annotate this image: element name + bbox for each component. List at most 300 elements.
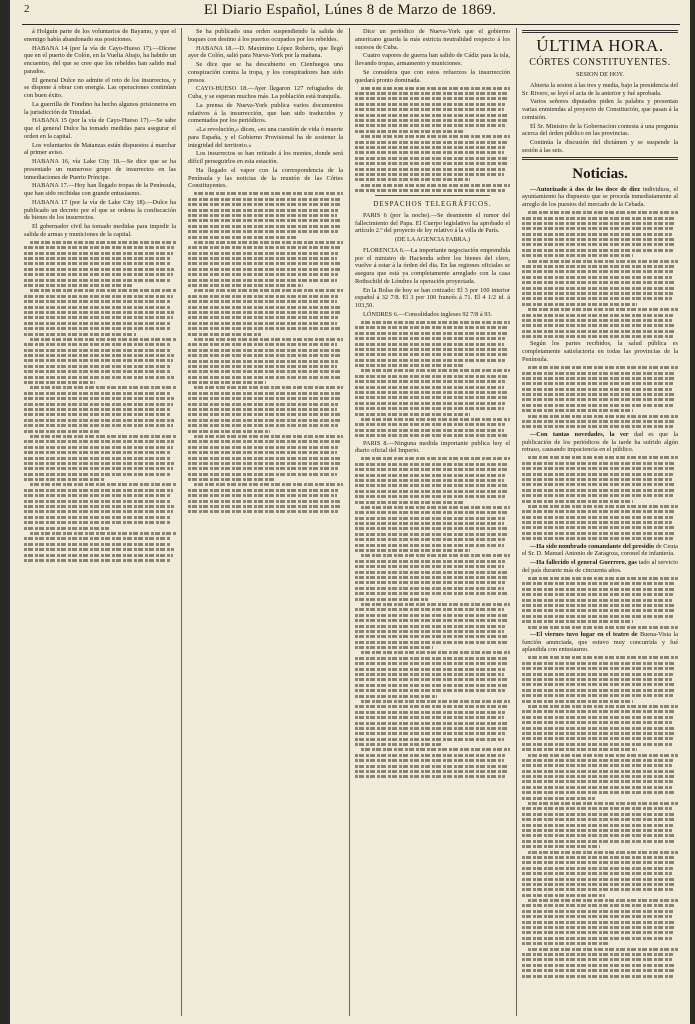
text-line-texture xyxy=(528,260,678,263)
text-line-texture xyxy=(355,625,505,628)
text-line-texture xyxy=(355,343,504,346)
text-line-texture xyxy=(24,521,170,524)
text-line-texture xyxy=(522,222,675,225)
news-item: Según los partes recibidos, la salud pública es completamente satisfactoria en todas las provincias de la Península. xyxy=(522,340,678,363)
masthead-rule xyxy=(22,24,680,25)
text-line-texture xyxy=(528,802,678,805)
text-line-texture xyxy=(522,904,675,907)
text-line-texture xyxy=(522,382,673,385)
text-line-texture xyxy=(188,333,261,336)
text-line-texture xyxy=(24,322,171,325)
text-line-texture xyxy=(522,716,673,719)
text-line-texture xyxy=(188,273,338,276)
text-line-texture xyxy=(522,818,675,821)
text-line-texture xyxy=(522,500,633,503)
text-line-texture xyxy=(522,775,675,778)
text-line-texture xyxy=(188,424,338,427)
article-paragraph: Varios señores diputados piden la palabra y presentan varias enmiendas al proyecto de Constitución, que pasan á la comisión. xyxy=(522,98,678,121)
article-paragraph: PARIS 6 (por la noche).—Se desmiente el rumor del fallecimiento del Papa. El Cuerpo legislativo ha aprobado el artículo 2.º del proyecto de ley relativo á la villa de París. xyxy=(355,211,510,235)
text-line-texture xyxy=(355,141,507,144)
text-line-texture xyxy=(194,435,343,438)
text-line-texture xyxy=(522,478,672,481)
ultima-hora-heading: ÚLTIMA HORA. xyxy=(536,36,664,55)
masthead-title: El Diario Español, Lúnes 8 de Marzo de 1869. xyxy=(203,2,497,18)
text-line-texture xyxy=(355,119,507,122)
text-line-texture xyxy=(355,151,504,154)
text-line-texture xyxy=(355,413,470,416)
article-paragraph: Se ha publicado una orden suspendiendo la salida de buques con destino á los puertos ocupados por los rebeldes. xyxy=(188,28,343,43)
news-lead: —El viernes tuvo lugar en el teatro de xyxy=(530,630,638,638)
text-line-texture xyxy=(355,657,508,660)
text-line-texture xyxy=(361,135,510,138)
text-line-texture xyxy=(355,375,507,378)
text-line-texture xyxy=(355,759,504,762)
agency-credit: (DE LA AGENCIA FABRA.) xyxy=(394,236,471,244)
text-line-texture xyxy=(188,392,341,395)
text-line-texture xyxy=(355,695,437,698)
text-line-texture xyxy=(24,381,95,384)
text-line-texture xyxy=(24,527,109,530)
article-paragraph: HABANA 17 (por la vía de Lake City 18).—Dulce ha publicado un decreto por el que se ordena la confiscación de bienes de los insurrectos. xyxy=(24,198,176,222)
text-line-texture xyxy=(355,326,508,329)
section-rule xyxy=(522,157,678,160)
text-filler xyxy=(24,241,176,562)
text-line-texture xyxy=(30,338,176,341)
text-line-texture xyxy=(24,349,170,352)
text-line-texture xyxy=(522,462,676,465)
text-line-texture xyxy=(355,157,508,160)
text-line-texture xyxy=(188,419,340,422)
text-line-texture xyxy=(24,273,173,276)
article-paragraph: La guerrilla de Fondino ha hecho algunos prisioneros en la jurisdicción de Trinidad. xyxy=(24,100,176,116)
text-line-texture xyxy=(24,537,171,540)
text-line-texture xyxy=(522,813,676,816)
text-line-texture xyxy=(522,861,675,864)
text-line-texture xyxy=(528,754,678,757)
article-paragraph: FLORENCIA 6.—La importante negociación emprendida por el ministro de Hacienda sobre los bienes del clero, vuelve á estar á la órden del dia. En las regiones oficiales se asegura que está ya completamente arreglado con la casa Rothschild de Lóndres la operación proyectada. xyxy=(355,246,510,285)
text-line-texture xyxy=(188,306,341,309)
text-line-texture xyxy=(522,494,673,497)
text-line-texture xyxy=(355,396,507,399)
text-line-texture xyxy=(24,467,173,470)
text-line-texture xyxy=(522,510,675,513)
noticias-heading: Noticias. xyxy=(572,165,628,182)
text-line-texture xyxy=(522,878,676,881)
text-line-texture xyxy=(355,705,507,708)
text-line-texture xyxy=(522,737,673,740)
text-line-texture xyxy=(522,840,675,843)
text-line-texture xyxy=(30,241,176,244)
text-line-texture xyxy=(355,711,505,714)
text-line-texture xyxy=(24,548,174,551)
text-line-texture xyxy=(355,162,507,165)
text-line-texture xyxy=(522,249,673,252)
text-line-texture xyxy=(24,403,173,406)
text-line-texture xyxy=(24,559,171,562)
section-rule xyxy=(522,30,678,33)
text-filler xyxy=(522,456,678,540)
article-paragraph: Se dice que se ha descubierto en Cienfuegos una conspiración contra la tropa, y los conspiradores han sido presos. xyxy=(188,61,343,84)
text-line-texture xyxy=(522,599,672,602)
text-line-texture xyxy=(188,300,337,303)
article-paragraph: Dice un periódico de Nueva-York que el gobierno americano guarda la más estricta neutralidad respecto á los sucesos de Cuba. xyxy=(355,28,510,51)
text-line-texture xyxy=(188,370,341,373)
text-line-texture xyxy=(522,883,675,886)
text-line-texture xyxy=(522,888,673,891)
newspaper-page xyxy=(10,0,690,1024)
text-line-texture xyxy=(24,440,174,443)
text-line-texture xyxy=(355,754,505,757)
text-line-texture xyxy=(355,614,508,617)
text-line-texture xyxy=(188,219,341,222)
text-line-texture xyxy=(528,626,678,629)
cortes-heading: CÓRTES CONSTITUYENTES. xyxy=(529,57,671,68)
text-line-texture xyxy=(24,327,170,330)
text-line-texture xyxy=(355,587,504,590)
text-line-texture xyxy=(522,582,676,585)
text-line-texture xyxy=(355,124,505,127)
text-line-texture xyxy=(522,372,676,375)
text-line-texture xyxy=(522,780,673,783)
text-line-texture xyxy=(188,500,341,503)
text-line-texture xyxy=(188,440,340,443)
text-line-texture xyxy=(355,635,508,638)
news-text: individuos, el ayuntamiento ha dispuesto que se proceda inmediatamente al arreglo de los puestos del mercado de la Cebada. xyxy=(522,185,678,208)
text-line-texture xyxy=(355,501,465,504)
text-line-texture xyxy=(522,393,676,396)
text-filler xyxy=(522,366,678,428)
text-line-texture xyxy=(188,430,270,433)
text-line-texture xyxy=(24,446,173,449)
text-line-texture xyxy=(188,403,338,406)
text-line-texture xyxy=(522,824,673,827)
text-line-texture xyxy=(355,386,504,389)
text-line-texture xyxy=(522,238,676,241)
article-paragraph: En la Bolsa de hoy se han cotizado: El 3 por 100 interior español á 32 7/8. El 3 por 100 francés á 71. El 4 1/2 id. á 103,50. xyxy=(355,286,510,310)
text-line-texture xyxy=(361,457,510,460)
news-text: dad es que la publicación de los periódicos de la tarde ha sufrido algún retraso, causando impaciencia en el público. xyxy=(522,430,678,454)
text-line-texture xyxy=(24,295,173,298)
text-line-texture xyxy=(24,300,171,303)
text-line-texture xyxy=(522,537,673,540)
text-line-texture xyxy=(355,517,505,520)
text-line-texture xyxy=(522,856,676,859)
text-line-texture xyxy=(188,473,337,476)
text-line-texture xyxy=(355,608,504,611)
text-line-texture xyxy=(355,97,507,100)
text-line-texture xyxy=(522,473,673,476)
text-line-texture xyxy=(522,483,676,486)
text-line-texture xyxy=(194,241,343,244)
text-line-texture xyxy=(522,425,673,428)
article-paragraph: Cuatro vapores de guerra han salido de Cádiz para la isla, llevando tropas, armamento y municiones. xyxy=(355,52,510,67)
text-line-texture xyxy=(24,489,173,492)
text-line-texture xyxy=(522,915,672,918)
text-line-texture xyxy=(188,279,337,282)
text-line-texture xyxy=(355,662,507,665)
text-line-texture xyxy=(522,678,672,681)
text-line-texture xyxy=(528,705,678,708)
text-line-texture xyxy=(24,413,170,416)
text-line-texture xyxy=(188,262,341,265)
text-line-texture xyxy=(355,592,508,595)
text-line-texture xyxy=(24,354,174,357)
text-line-texture xyxy=(355,189,505,192)
text-line-texture xyxy=(188,349,341,352)
text-line-texture xyxy=(188,198,341,201)
news-item xyxy=(522,431,678,454)
text-line-texture xyxy=(188,311,340,314)
text-line-texture xyxy=(522,335,673,338)
news-item xyxy=(522,543,678,559)
text-line-texture xyxy=(522,942,609,945)
text-line-texture xyxy=(522,700,633,703)
text-line-texture xyxy=(355,468,507,471)
text-line-texture xyxy=(355,108,504,111)
text-filler xyxy=(522,211,678,338)
article-paragraph: El gobernador civil ha tomado medidas para impedir la salida de armas y municiones de la capital. xyxy=(24,223,176,238)
article-paragraph: Ha llegado el vapor con la correspondencia de la Península y las noticias de la reunión de las Córtes Constituyentes. xyxy=(188,166,343,190)
text-line-texture xyxy=(522,748,637,751)
text-line-texture xyxy=(355,146,505,149)
text-line-texture xyxy=(522,953,673,956)
text-line-texture xyxy=(24,284,132,287)
column-1 xyxy=(24,28,176,1018)
text-line-texture xyxy=(355,630,504,633)
text-filler xyxy=(355,321,510,437)
section-rule xyxy=(375,195,490,196)
text-line-texture xyxy=(528,505,678,508)
text-line-texture xyxy=(528,308,678,311)
text-line-texture xyxy=(188,457,341,460)
text-line-texture xyxy=(194,386,343,389)
text-line-texture xyxy=(355,770,507,773)
text-line-texture xyxy=(24,316,173,319)
text-line-texture xyxy=(522,281,676,284)
text-line-texture xyxy=(355,673,504,676)
text-line-texture xyxy=(522,388,672,391)
text-line-texture xyxy=(24,543,170,546)
text-line-texture xyxy=(522,764,672,767)
text-line-texture xyxy=(355,565,504,568)
text-line-texture xyxy=(522,404,673,407)
text-filler xyxy=(188,192,343,513)
text-line-texture xyxy=(24,457,170,460)
text-line-texture xyxy=(522,975,673,978)
text-line-texture xyxy=(355,527,508,530)
text-line-texture xyxy=(188,230,338,233)
text-line-texture xyxy=(522,807,672,810)
text-line-texture xyxy=(522,791,676,794)
text-line-texture xyxy=(24,478,105,481)
text-line-texture xyxy=(355,168,505,171)
article-paragraph: HABANA 16, vía Lake City 18.—Se dice que se ha presentado un numeroso grupo de insurrectos en las inmediaciones de Puerto Príncipe. xyxy=(24,158,176,181)
text-line-texture xyxy=(24,365,171,368)
text-line-texture xyxy=(355,495,505,498)
text-line-texture xyxy=(188,214,337,217)
text-line-texture xyxy=(522,759,673,762)
text-line-texture xyxy=(522,710,675,713)
text-line-texture xyxy=(30,532,176,535)
text-line-texture xyxy=(188,257,337,260)
text-line-texture xyxy=(522,845,600,848)
text-line-texture xyxy=(30,483,176,486)
text-line-texture xyxy=(188,360,338,363)
text-line-texture xyxy=(522,786,672,789)
text-line-texture xyxy=(24,392,170,395)
text-line-texture xyxy=(355,337,505,340)
text-line-texture xyxy=(522,593,673,596)
text-line-texture xyxy=(522,217,676,220)
text-line-texture xyxy=(522,516,673,519)
text-line-texture xyxy=(355,668,505,671)
text-line-texture xyxy=(355,522,504,525)
text-line-texture xyxy=(522,872,672,875)
text-line-texture xyxy=(522,292,673,295)
text-line-texture xyxy=(522,609,675,612)
text-line-texture xyxy=(361,554,510,557)
text-line-texture xyxy=(528,656,678,659)
text-line-texture xyxy=(24,262,170,265)
article-paragraph: Los insurrectos se han retirado á los montes, donde será difícil perseguirlos en esta estación. xyxy=(188,150,343,165)
text-line-texture xyxy=(194,483,343,486)
text-line-texture xyxy=(355,423,505,426)
article-paragraph: LÓNDRES 6.—Consolidados ingleses 92 7/8 á 93. xyxy=(363,310,493,318)
news-text: tado al servicio del país durante más de cincuenta años. xyxy=(522,559,678,574)
text-line-texture xyxy=(522,398,675,401)
text-line-texture xyxy=(355,716,504,719)
text-line-texture xyxy=(522,409,633,412)
text-line-texture xyxy=(355,743,442,746)
masthead xyxy=(10,2,690,24)
text-line-texture xyxy=(522,604,676,607)
text-line-texture xyxy=(522,265,675,268)
column-3 xyxy=(355,28,510,1018)
text-line-texture xyxy=(522,467,675,470)
article-paragraph: CAYO-HUESO 18.—Ayer llegaron 127 refugiados de Cuba, y se esperan muchos más. La población está tranquila. xyxy=(188,85,343,100)
text-line-texture xyxy=(522,254,633,257)
text-line-texture xyxy=(24,397,174,400)
text-line-texture xyxy=(188,365,337,368)
text-line-texture xyxy=(188,322,337,325)
article-paragraph: Se considera que con estos refuerzos la insurrección quedará pronto dominada. xyxy=(355,68,510,84)
text-line-texture xyxy=(522,330,675,333)
text-line-texture xyxy=(522,683,676,686)
text-line-texture xyxy=(528,211,678,214)
news-item xyxy=(522,186,678,209)
text-line-texture xyxy=(361,369,510,372)
text-line-texture xyxy=(188,376,340,379)
text-line-texture xyxy=(24,494,171,497)
text-line-texture xyxy=(355,619,507,622)
text-line-texture xyxy=(528,577,678,580)
text-line-texture xyxy=(188,451,337,454)
text-line-texture xyxy=(522,867,673,870)
text-line-texture xyxy=(522,324,676,327)
news-text: de Ceuta el Sr. D. Manuel Antonio de Zaragoza, coronel de infantería. xyxy=(522,542,678,558)
article-paragraph: La prensa de Nueva-York publica varios documentos relativos á la insurrección, que han sido traducidos y comentados por los periódicos. xyxy=(188,101,343,125)
text-line-texture xyxy=(355,581,505,584)
text-line-texture xyxy=(188,236,298,239)
text-line-texture xyxy=(24,252,173,255)
text-line-texture xyxy=(188,295,338,298)
text-line-texture xyxy=(355,353,507,356)
text-line-texture xyxy=(355,364,465,367)
text-line-texture xyxy=(522,689,675,692)
text-line-texture xyxy=(24,419,174,422)
text-filler xyxy=(355,87,510,192)
text-line-texture xyxy=(361,700,510,703)
text-line-texture xyxy=(355,775,505,778)
text-line-texture xyxy=(355,332,507,335)
text-line-texture xyxy=(355,727,507,730)
text-line-texture xyxy=(522,797,595,800)
text-line-texture xyxy=(24,473,171,476)
news-item xyxy=(522,631,678,654)
text-line-texture xyxy=(188,209,338,212)
text-line-texture xyxy=(24,430,100,433)
text-line-texture xyxy=(188,327,341,330)
text-line-texture xyxy=(24,451,171,454)
text-line-texture xyxy=(522,727,676,730)
text-line-texture xyxy=(24,510,173,513)
article-paragraph: Los voluntarios de Matanzas están dispuestos á marchar al primer aviso. xyxy=(24,141,176,157)
text-line-texture xyxy=(522,297,672,300)
text-line-texture xyxy=(355,646,433,649)
text-line-texture xyxy=(528,415,678,418)
text-line-texture xyxy=(188,246,340,249)
text-line-texture xyxy=(355,474,505,477)
text-line-texture xyxy=(522,615,673,618)
text-line-texture xyxy=(355,549,470,552)
text-line-texture xyxy=(361,87,510,90)
column-rule xyxy=(349,28,350,1016)
text-line-texture xyxy=(355,103,505,106)
text-line-texture xyxy=(522,834,676,837)
text-line-texture xyxy=(361,506,510,509)
text-line-texture xyxy=(355,641,507,644)
text-line-texture xyxy=(522,620,633,623)
text-line-texture xyxy=(188,381,266,384)
text-line-texture xyxy=(361,321,510,324)
column-rule xyxy=(516,28,517,1016)
text-line-texture xyxy=(30,386,176,389)
text-line-texture xyxy=(24,268,174,271)
text-line-texture xyxy=(30,435,176,438)
text-line-texture xyxy=(355,538,505,541)
text-line-texture xyxy=(522,958,672,961)
text-line-texture xyxy=(188,494,337,497)
text-line-texture xyxy=(522,319,672,322)
text-line-texture xyxy=(522,227,673,230)
text-line-texture xyxy=(528,456,678,459)
text-line-texture xyxy=(522,964,676,967)
article-paragraph: HABANA 14 (por la vía de Cayo-Hueso 17).—Dícese que en el puerto de Colón, en la Vuelta Abajo, ha habido un encuentro, del que se cree que los rebeldes han salido mal parados. xyxy=(24,44,176,75)
page-number: 2 xyxy=(24,3,30,15)
text-line-texture xyxy=(361,748,510,751)
text-line-texture xyxy=(522,243,675,246)
text-line-texture xyxy=(361,418,510,421)
text-line-texture xyxy=(355,434,508,437)
text-line-texture xyxy=(188,505,340,508)
text-line-texture xyxy=(522,521,672,524)
text-line-texture xyxy=(355,576,507,579)
text-filler xyxy=(522,656,678,977)
text-line-texture xyxy=(522,673,673,676)
text-line-texture xyxy=(355,571,508,574)
article-paragraph: HABANA 18.—D. Maximino López Roberts, que llegó ayer de Colón, salió para Nueva-York por la mañana. xyxy=(188,44,343,60)
text-line-texture xyxy=(522,743,672,746)
